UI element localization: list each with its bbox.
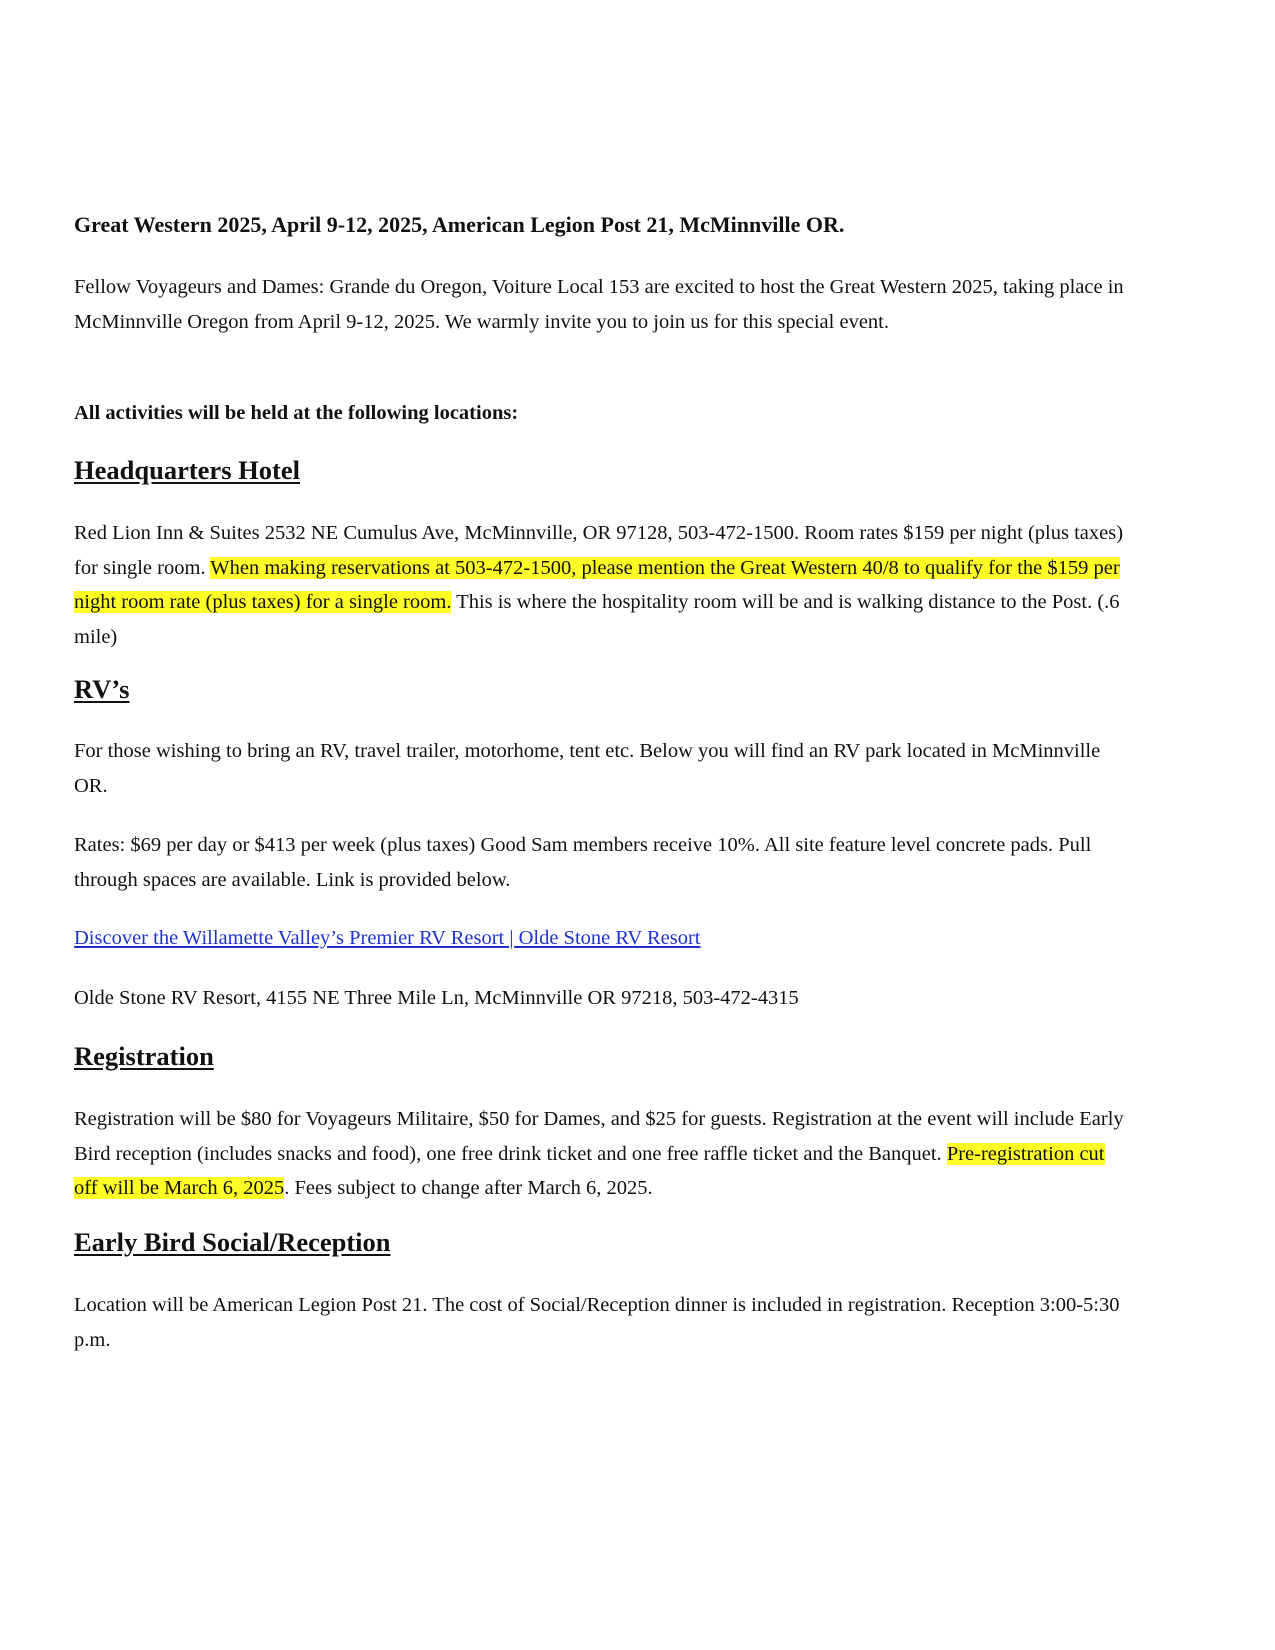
hotel-paragraph [74, 516, 1124, 654]
rv-link-paragraph [74, 921, 1124, 956]
rv-paragraph-intro: For those wishing to bring an RV, travel trailer, motorhome, tent etc. Below you will find an RV park located in McMinnville OR. [74, 740, 1101, 797]
rv-resort-link[interactable]: Discover the Willamette Valley’s Premier RV Resort | Olde Stone RV Resort [74, 927, 701, 949]
registration-paragraph [74, 1102, 1124, 1206]
hotel-text-a: Red Lion Inn & Suites 2532 NE Cumulus Ave, McMinnville, OR 97128, 503-472-1500. Room rates $159 per night (plus taxes) for single room. [74, 522, 1124, 579]
hotel-highlight: When making reservations at 503-472-1500, please mention the Great Western 40/8 to qualify for the $159 per night room rate (plus taxes) for a single room. [74, 556, 1120, 613]
registration-heading: Registration [74, 1041, 214, 1071]
early-bird-paragraph: Location will be American Legion Post 21. The cost of Social/Reception dinner is included in registration. Reception 3:00-5:30 p.m. [74, 1294, 1120, 1351]
rv-heading: RV’s [74, 674, 130, 704]
early-bird-heading: Early Bird Social/Reception [74, 1227, 391, 1257]
registration-text-b: . Fees subject to change after March 6, 2025. [284, 1177, 653, 1199]
document-title: Great Western 2025, April 9-12, 2025, American Legion Post 21, McMinnville OR. [74, 212, 845, 237]
rv-address: Olde Stone RV Resort, 4155 NE Three Mile Ln, McMinnville OR 97218, 503-472-4315 [74, 987, 799, 1009]
rv-paragraph-rates: Rates: $69 per day or $413 per week (plus taxes) Good Sam members receive 10%. All site feature level concrete pads. Pull through spaces are available. Link is provided below. [74, 834, 1092, 891]
locations-heading: All activities will be held at the following locations: [74, 402, 519, 424]
hotel-text-b: This is where the hospitality room will be and is walking distance to the Post. (.6 mile) [74, 591, 1120, 648]
hotel-heading: Headquarters Hotel [74, 455, 300, 485]
registration-text-a: Registration will be $80 for Voyageurs Militaire, $50 for Dames, and $25 for guests. Registration at the event will include Early Bird reception (includes snacks and food), one free drink ticket and one free raffle ticket and the Banquet. [74, 1108, 1124, 1165]
intro-paragraph: Fellow Voyageurs and Dames: Grande du Oregon, Voiture Local 153 are excited to host the Great Western 2025, taking place in McMinnville Oregon from April 9-12, 2025. We warmly invite you to join us for this special event. [74, 276, 1124, 333]
registration-highlight: Pre-registration cut off will be March 6, 2025 [74, 1142, 1105, 1199]
